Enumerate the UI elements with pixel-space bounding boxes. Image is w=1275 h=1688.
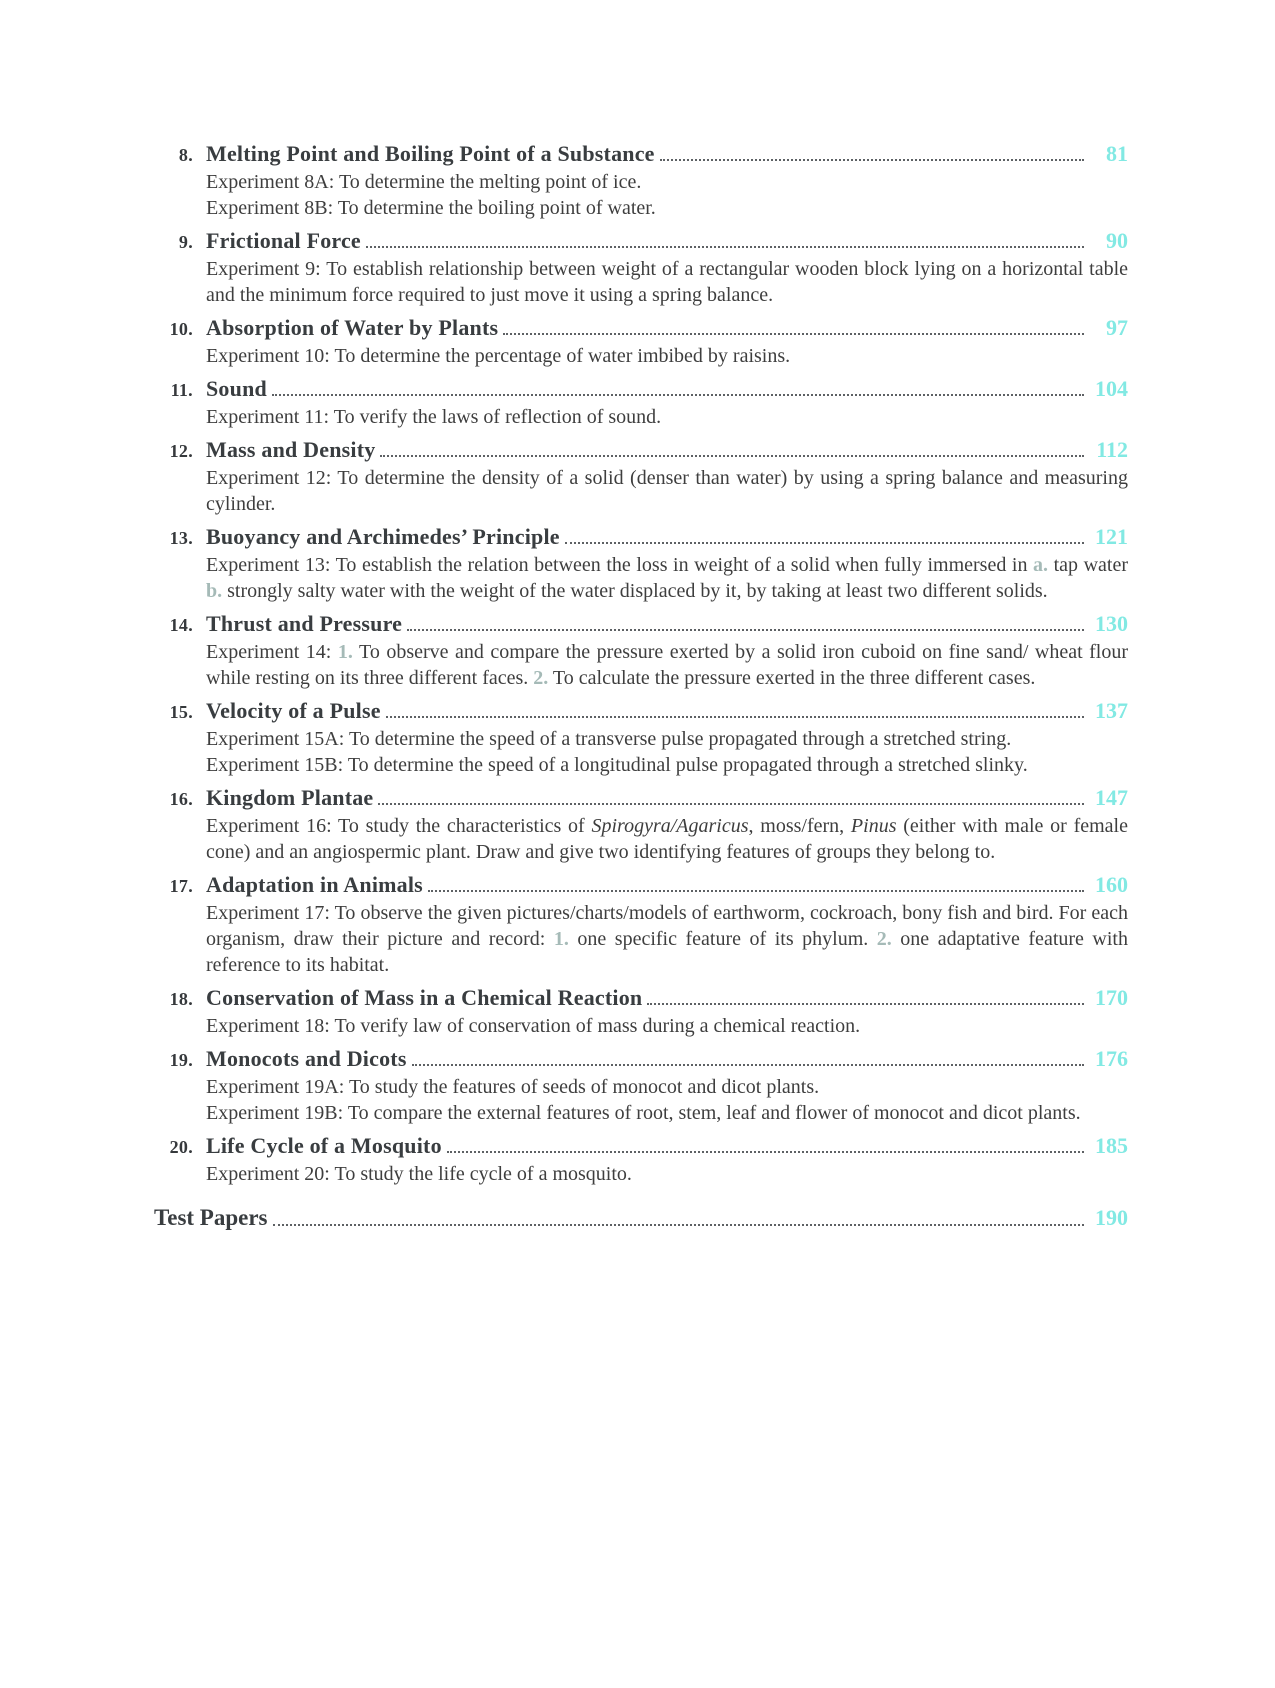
description-text: one specific feature of its phylum. bbox=[568, 928, 877, 950]
entry-title: Thrust and Pressure bbox=[206, 611, 403, 636]
entry-title-row bbox=[206, 871, 1128, 899]
dotted-leader bbox=[412, 1064, 1084, 1066]
description-text: tap water bbox=[1048, 554, 1128, 576]
description-accent-segment: 1. bbox=[337, 641, 353, 663]
description-text: To observe and compare the pressure exerted by a solid iron cuboid on fine sand/ wheat flour while resting on its three different faces. bbox=[206, 641, 1128, 689]
dotted-leader bbox=[272, 394, 1084, 396]
description-text: strongly salty water with the weight of the water displaced by it, by taking at least two different solids. bbox=[222, 580, 1048, 602]
description-accent-segment: 2. bbox=[876, 928, 892, 950]
entry-page-number: 137 bbox=[1095, 698, 1128, 723]
toc-entry bbox=[160, 227, 1128, 308]
entry-body bbox=[206, 1132, 1128, 1187]
description-text: Experiment 14: bbox=[206, 641, 338, 663]
entry-description bbox=[206, 256, 1128, 308]
dotted-leader bbox=[503, 333, 1084, 335]
entry-title-row bbox=[206, 523, 1128, 551]
entry-description bbox=[206, 752, 1128, 778]
entry-title: Velocity of a Pulse bbox=[206, 698, 381, 723]
entry-title: Sound bbox=[206, 376, 267, 401]
description-text: Experiment 12: To determine the density of a solid (denser than water) by using a spring balance and measuring cylinder. bbox=[206, 467, 1128, 515]
entry-number: 19. bbox=[169, 1050, 193, 1070]
entry-description bbox=[206, 726, 1128, 752]
entry-title: Buoyancy and Archimedes’ Principle bbox=[206, 524, 560, 549]
description-italic-segment: Spirogyra/Agaricus bbox=[591, 815, 749, 837]
entry-number: 12. bbox=[169, 441, 193, 461]
description-text: one adaptative feature with reference to its habitat. bbox=[206, 928, 1128, 976]
description-italic-segment: Pinus bbox=[850, 815, 897, 837]
entry-description bbox=[206, 404, 1128, 430]
entry-title-row bbox=[206, 984, 1128, 1012]
entry-title: Mass and Density bbox=[206, 437, 376, 462]
entry-title-row bbox=[206, 697, 1128, 725]
dotted-leader bbox=[660, 159, 1084, 161]
dotted-leader bbox=[428, 890, 1084, 892]
entry-page-number: 104 bbox=[1095, 376, 1128, 401]
entry-body bbox=[206, 227, 1128, 308]
toc-entry bbox=[160, 871, 1128, 978]
entry-body bbox=[206, 375, 1128, 430]
description-accent-segment: a. bbox=[1033, 554, 1049, 576]
toc-entry bbox=[160, 375, 1128, 430]
entry-title-row bbox=[206, 140, 1128, 168]
dotted-leader bbox=[407, 629, 1084, 631]
entry-body bbox=[206, 314, 1128, 369]
description-text: Experiment 16: To study the characteristics of bbox=[206, 815, 592, 837]
toc-entry bbox=[160, 784, 1128, 865]
description-text: Experiment 17: To observe the given pictures/charts/models of earthworm, cockroach, bony fish and bird. For each organism, draw their picture and record: bbox=[206, 902, 1128, 950]
entry-title-row bbox=[206, 1045, 1128, 1073]
dotted-leader bbox=[565, 542, 1084, 544]
entry-description bbox=[206, 465, 1128, 517]
toc-entry bbox=[160, 140, 1128, 221]
entry-page-number: 185 bbox=[1095, 1133, 1128, 1158]
entry-description bbox=[206, 1074, 1128, 1100]
entry-title: Kingdom Plantae bbox=[206, 785, 374, 810]
dotted-leader bbox=[447, 1151, 1084, 1153]
toc-entry bbox=[160, 984, 1128, 1039]
entry-page-number: 176 bbox=[1095, 1046, 1128, 1071]
entry-number: 9. bbox=[178, 232, 193, 252]
dotted-leader bbox=[378, 803, 1084, 805]
description-accent-segment: 2. bbox=[533, 667, 549, 689]
description-text: Experiment 19A: To study the features of seeds of monocot and dicot plants. bbox=[206, 1076, 820, 1098]
entry-body bbox=[206, 1045, 1128, 1126]
description-text: (either with male or female cone) and an angiospermic plant. Draw and give two identifying features of groups they belong to. bbox=[206, 815, 1128, 863]
toc-entry bbox=[160, 1132, 1128, 1187]
entry-description bbox=[206, 1013, 1128, 1039]
dotted-leader bbox=[380, 455, 1084, 457]
dotted-leader bbox=[273, 1224, 1084, 1226]
entry-title-row bbox=[206, 436, 1128, 464]
entry-description bbox=[206, 900, 1128, 978]
entry-title-row bbox=[206, 314, 1128, 342]
entry-description bbox=[206, 169, 1128, 195]
entry-description bbox=[206, 552, 1128, 604]
description-text: To calculate the pressure exerted in the three different cases. bbox=[548, 667, 1036, 689]
entry-title-row bbox=[206, 784, 1128, 812]
entry-title-row bbox=[206, 1132, 1128, 1160]
entry-description bbox=[206, 813, 1128, 865]
entry-page-number: 81 bbox=[1106, 141, 1128, 166]
description-text: Experiment 9: To establish relationship between weight of a rectangular wooden block lying on a horizontal table and the minimum force required to just move it using a spring balance. bbox=[206, 258, 1128, 306]
toc-entry bbox=[160, 436, 1128, 517]
entry-description bbox=[206, 1161, 1128, 1187]
test-papers-page-number: 190 bbox=[1095, 1205, 1128, 1230]
description-text: Experiment 10: To determine the percentage of water imbibed by raisins. bbox=[206, 345, 791, 367]
entry-title-row bbox=[206, 227, 1128, 255]
entry-body bbox=[206, 784, 1128, 865]
description-text: , moss/fern, bbox=[748, 815, 851, 837]
entry-page-number: 160 bbox=[1095, 872, 1128, 897]
toc-entry bbox=[160, 610, 1128, 691]
dotted-leader bbox=[366, 246, 1084, 248]
entry-description bbox=[206, 639, 1128, 691]
entry-number: 8. bbox=[178, 145, 193, 165]
description-text: Experiment 15B: To determine the speed of a longitudinal pulse propagated through a stretched slinky. bbox=[206, 754, 1028, 776]
toc-entry bbox=[160, 523, 1128, 604]
description-text: Experiment 8B: To determine the boiling point of water. bbox=[206, 197, 656, 219]
entry-body bbox=[206, 697, 1128, 778]
toc-entry bbox=[160, 1045, 1128, 1126]
entry-number: 17. bbox=[169, 876, 193, 896]
entry-number: 13. bbox=[169, 528, 193, 548]
entry-description bbox=[206, 343, 1128, 369]
test-papers-title: Test Papers bbox=[154, 1205, 268, 1230]
entry-page-number: 112 bbox=[1096, 437, 1128, 462]
entry-page-number: 90 bbox=[1106, 228, 1128, 253]
entry-title: Monocots and Dicots bbox=[206, 1046, 407, 1071]
entry-number: 18. bbox=[169, 989, 193, 1009]
entry-page-number: 170 bbox=[1095, 985, 1128, 1010]
entry-title-row bbox=[206, 610, 1128, 638]
dotted-leader bbox=[647, 1003, 1084, 1005]
entry-body bbox=[206, 140, 1128, 221]
entry-title: Melting Point and Boiling Point of a Substance bbox=[206, 141, 655, 166]
entry-number: 20. bbox=[169, 1137, 193, 1157]
entry-body bbox=[206, 523, 1128, 604]
entry-body bbox=[206, 871, 1128, 978]
entry-number: 15. bbox=[169, 702, 193, 722]
description-accent-segment: 1. bbox=[553, 928, 569, 950]
entry-body bbox=[206, 436, 1128, 517]
entry-title: Frictional Force bbox=[206, 228, 361, 253]
entry-title: Conservation of Mass in a Chemical Reaction bbox=[206, 985, 643, 1010]
entry-number: 11. bbox=[170, 380, 193, 400]
entry-page-number: 121 bbox=[1095, 524, 1128, 549]
entry-title-row bbox=[206, 375, 1128, 403]
entry-description bbox=[206, 195, 1128, 221]
entry-body bbox=[206, 984, 1128, 1039]
description-text: Experiment 13: To establish the relation between the loss in weight of a solid when fully immersed in bbox=[206, 554, 1034, 576]
entry-title: Life Cycle of a Mosquito bbox=[206, 1133, 442, 1158]
toc-entry bbox=[160, 697, 1128, 778]
entry-number: 16. bbox=[169, 789, 193, 809]
entry-number: 14. bbox=[169, 615, 193, 635]
description-text: Experiment 19B: To compare the external features of root, stem, leaf and flower of monocot and dicot plants. bbox=[206, 1102, 1081, 1124]
test-papers-row bbox=[154, 1203, 1128, 1233]
description-accent-segment: b. bbox=[206, 580, 223, 602]
entry-body bbox=[206, 610, 1128, 691]
toc-entry bbox=[160, 314, 1128, 369]
entry-description bbox=[206, 1100, 1128, 1126]
entry-page-number: 97 bbox=[1106, 315, 1128, 340]
description-text: Experiment 8A: To determine the melting point of ice. bbox=[206, 171, 642, 193]
description-text: Experiment 20: To study the life cycle of a mosquito. bbox=[206, 1163, 632, 1185]
entry-title: Adaptation in Animals bbox=[206, 872, 423, 897]
description-text: Experiment 18: To verify law of conservation of mass during a chemical reaction. bbox=[206, 1015, 861, 1037]
entry-title: Absorption of Water by Plants bbox=[206, 315, 499, 340]
entry-page-number: 130 bbox=[1095, 611, 1128, 636]
entry-number: 10. bbox=[169, 319, 193, 339]
dotted-leader bbox=[386, 716, 1084, 718]
entry-page-number: 147 bbox=[1095, 785, 1128, 810]
description-text: Experiment 15A: To determine the speed of a transverse pulse propagated through a stretched string. bbox=[206, 728, 1012, 750]
description-text: Experiment 11: To verify the laws of reflection of sound. bbox=[206, 406, 662, 428]
